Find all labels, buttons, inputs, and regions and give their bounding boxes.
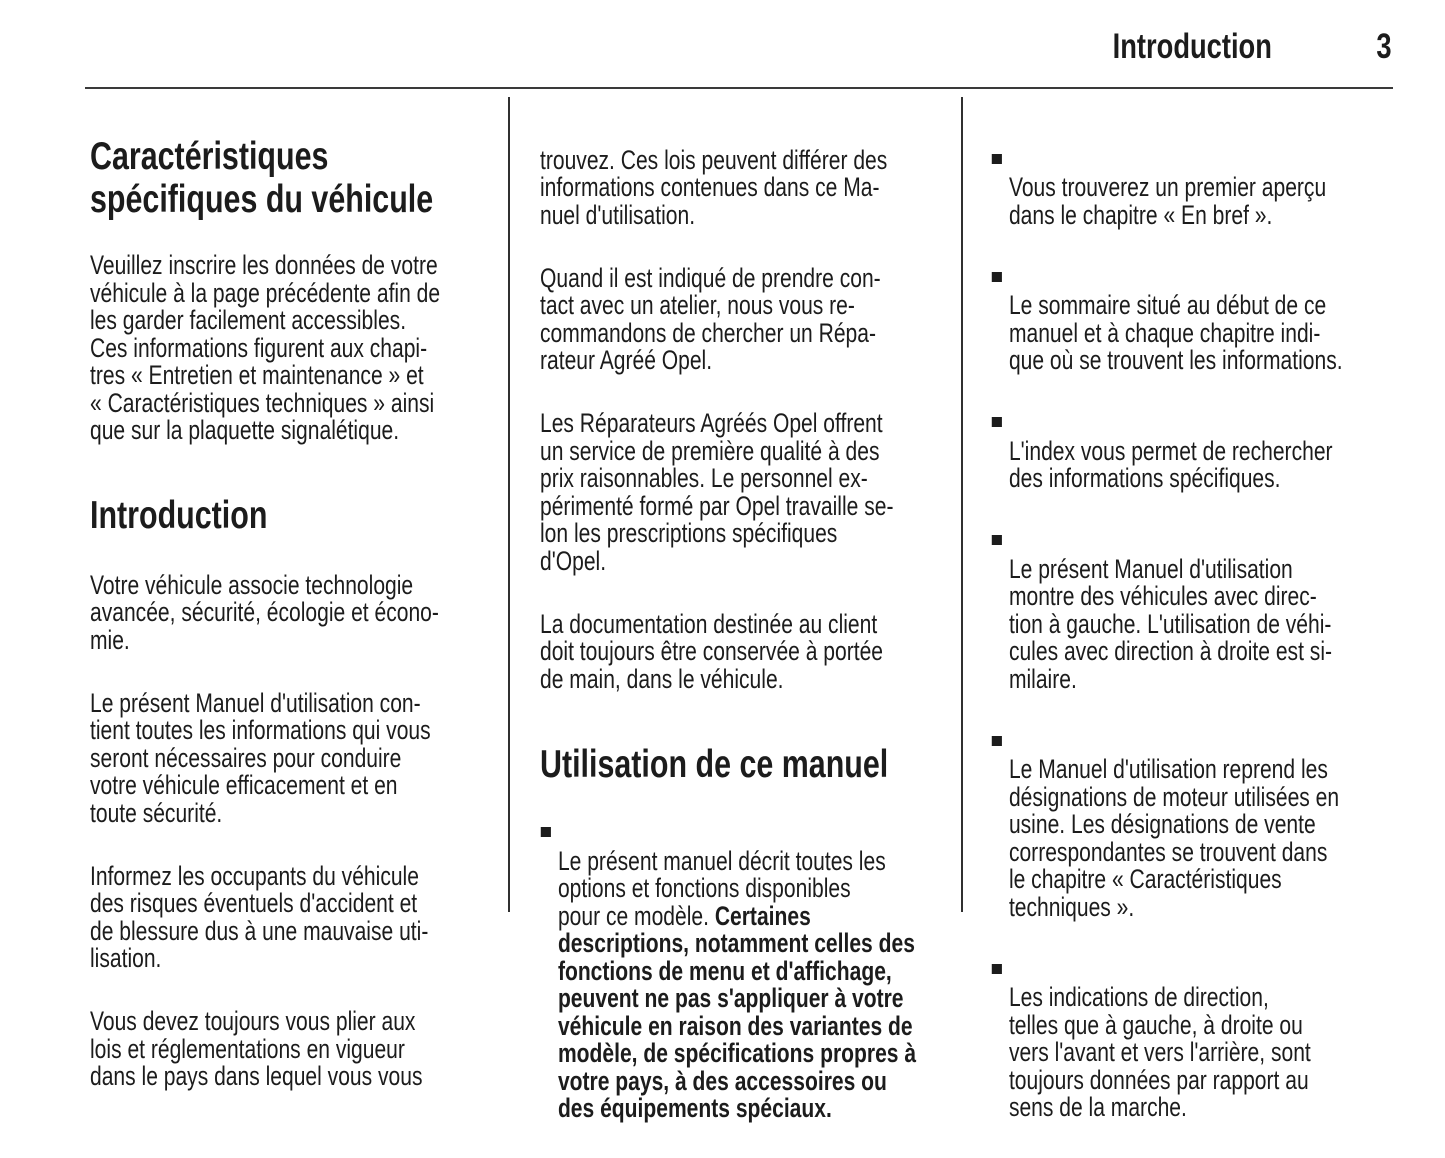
bullet-square-icon — [992, 272, 1002, 282]
bullet-text: Vous trouverez un premier aperçu dans le chapitre « En bref ». — [1008, 172, 1327, 230]
paragraph: La documentation destinée au client doit toujours être conservée à portée de main, dans le véhicule. — [540, 608, 884, 694]
bullet-square-icon — [992, 535, 1002, 545]
bullet-text: Le Manuel d'utilisation reprend les désignations de moteur utilisées en usine. Les désignations de vente correspondantes se trouvent dans le chapitre « Caractéristiques techniques ». — [1008, 754, 1340, 922]
bullet-item — [991, 729, 1432, 922]
right-column — [991, 119, 1432, 1157]
section-heading-introduction: Introduction — [90, 494, 268, 537]
paragraph: Veuillez inscrire les données de votre véhicule à la page précédente afin de les garder facilement accessibles. Ces informations figurent aux chapi- tres « Entretien et maintenance » et « Caractéristiques techniques » ainsi que sur la plaquette signalétique. — [90, 250, 441, 445]
page-header — [1113, 28, 1392, 66]
paragraph: Votre véhicule associe technologie avancée, sécurité, écologie et écono- mie. — [90, 569, 439, 655]
section-heading-vehicle-data: Caractéristiques spécifiques du véhicule — [90, 134, 434, 221]
paragraph: Le présent Manuel d'utilisation con- tient toutes les informations qui vous seront nécessaires pour conduire votre véhicule efficacement et en toute sécurité. — [90, 687, 431, 828]
bullet-square-icon — [992, 736, 1002, 746]
bullet-item — [991, 410, 1432, 493]
header-rule — [85, 87, 1393, 89]
bullet-square-icon — [541, 827, 551, 837]
bullet-text-bold: Certaines descriptions, notamment celles des fonctions de menu et d'affichage, peuvent ne pas s'appliquer à votre véhicule en raison des variantes de modèle, de spécifications propres à votre pays, à des accessoires ou des équipements spéciaux. — [557, 900, 917, 1123]
bullet-square-icon — [992, 964, 1002, 974]
bullet-text: Le présent Manuel d'utilisation montre des véhicules avec direc- tion à gauche. L'utilisation de véhi- cules avec direction à droite est si- milaire. — [1008, 553, 1333, 694]
paragraph: Les Réparateurs Agréés Opel offrent un service de première qualité à des prix raisonnables. Le personnel ex- périmenté formé par Opel travaille se- lon les prescriptions spécifiques d'Opel. — [540, 408, 894, 576]
paragraph: Quand il est indiqué de prendre con- tact avec un atelier, nous vous re- commandons de chercher un Répa- rateur Agréé Opel. — [540, 262, 881, 375]
bullet-item — [991, 957, 1432, 1122]
bullet-item — [991, 147, 1432, 230]
paragraph: Vous devez toujours vous plier aux lois et réglementations en vigueur dans le pays dans lequel vous vous — [90, 1006, 423, 1091]
header-title: Introduction — [1113, 27, 1273, 66]
bullet-item — [991, 528, 1432, 693]
middle-column — [540, 119, 981, 1158]
bullet-text: Le sommaire situé au début de ce manuel et à chaque chapitre indi- que où se trouvent les informations. — [1008, 290, 1343, 375]
bullet-item — [540, 820, 981, 1123]
bullet-text: Les indications de direction, telles que à gauche, à droite ou vers l'avant et vers l'arrière, sont toujours données par rapport au sens de la marche. — [1008, 982, 1311, 1122]
section-heading-manual-usage: Utilisation de ce manuel — [540, 742, 889, 786]
bullet-text: Le présent manuel décrit toutes les options et fonctions disponibles pour ce modèle. — [557, 845, 886, 931]
paragraph: Informez les occupants du véhicule des risques éventuels d'accident et de blessure dus à une mauvaise uti- lisation. — [90, 860, 429, 973]
bullet-text: L'index vous permet de rechercher des informations spécifiques. — [1008, 435, 1333, 493]
bullet-item — [991, 265, 1432, 375]
bullet-square-icon — [992, 154, 1002, 164]
left-column — [90, 107, 531, 1126]
paragraph: trouvez. Ces lois peuvent différer des informations contenues dans ce Ma- nuel d'utilisation. — [540, 144, 888, 230]
bullet-square-icon — [992, 417, 1002, 427]
page-number: 3 — [1376, 27, 1392, 66]
